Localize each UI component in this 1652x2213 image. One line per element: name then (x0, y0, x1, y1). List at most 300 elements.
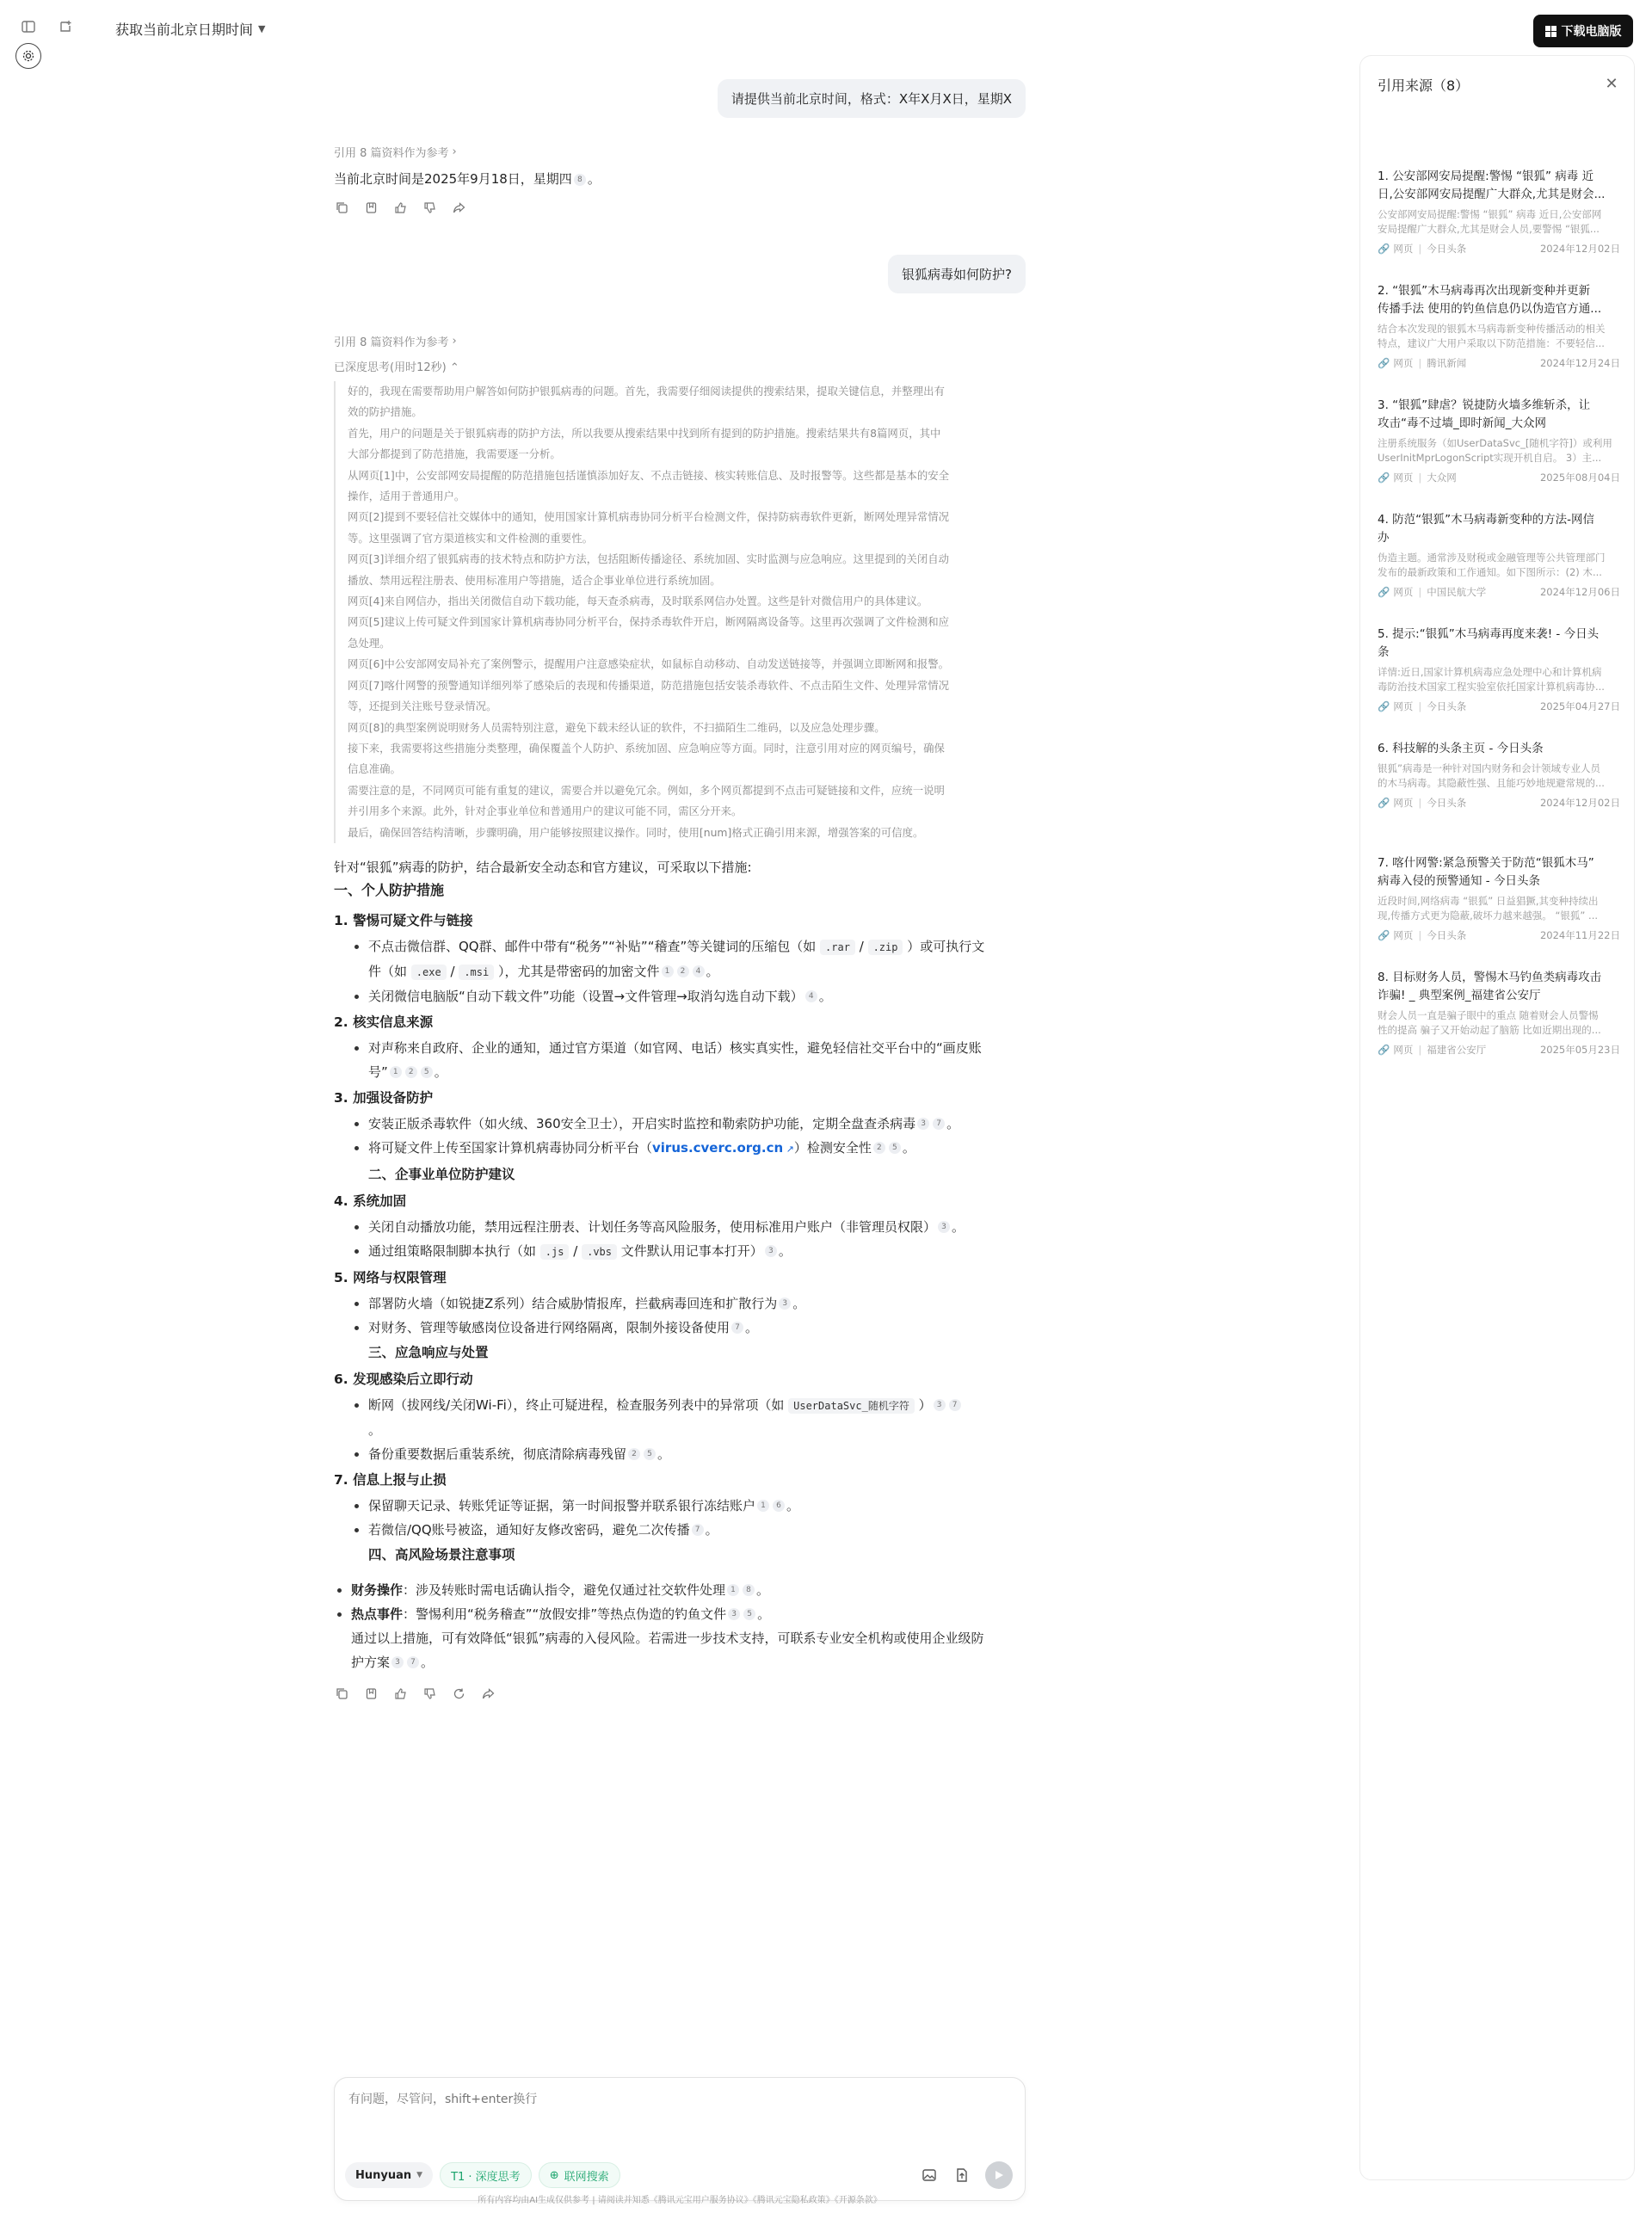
citation-group (725, 1582, 756, 1598)
thinking-line: 好的，我现在需要帮助用户解答如何防护银狐病毒的问题。首先，我需要仔细阅读提供的搜索结果，提取关键信息，并整理出有 (348, 385, 945, 398)
assistant-answer-1: 当前北京时间是2025年9月18日，星期四 8 。 (334, 171, 601, 187)
source-item[interactable] (1378, 740, 1620, 810)
source-meta (1378, 1043, 1620, 1057)
source-type: 网页 (1393, 929, 1414, 941)
section-heading: 一、个人防护措施 (334, 881, 445, 898)
model-selector[interactable] (345, 2162, 433, 2188)
image-upload-icon[interactable] (920, 2166, 939, 2185)
source-snippet (1378, 207, 1620, 237)
citation-group (390, 1655, 421, 1670)
bullet-item: 将可疑文件上传至国家计算机病毒协同分析平台（virus.cverc.org.cn ↗）检测安全性 2 5 。 (334, 1136, 1026, 1162)
copy-icon[interactable] (334, 200, 349, 215)
source-title (1378, 854, 1620, 891)
source-title-line: 传播手法 使用的钓鱼信息仍以伪造官方通... (1378, 302, 1602, 316)
citation[interactable]: 3 (938, 1221, 950, 1233)
text: / (573, 1242, 578, 1259)
sidebar-toggle-icon[interactable] (19, 17, 38, 36)
code-js: .js (540, 1244, 570, 1260)
source-item[interactable] (1378, 397, 1620, 484)
text: ） (918, 1396, 932, 1413)
sources-panel (1359, 55, 1635, 2180)
answer-1-text: 当前北京时间是2025年9月18日，星期四 (334, 171, 572, 187)
close-icon[interactable]: ✕ (1605, 74, 1618, 93)
bullet-item: 关闭微信电脑版“自动下载文件”功能（设置→文件管理→取消勾选自动下载） 4 。 (334, 984, 1026, 1008)
code-msi: .msi (459, 965, 494, 980)
source-title-line: 8. 目标财务人员，警惕木马钓鱼类病毒攻击 (1378, 971, 1602, 984)
citation-group (626, 1446, 657, 1462)
closing-text: 通过以上措施，可有效降低“银狐”病毒的入侵风险。若需进一步技术支持，可联系专业安全机构或使用企业级防 (351, 1630, 984, 1646)
text: 不点击微信群、QQ群、邮件中带有“税务”“补贴”“稽查”等关键词的压缩包（如 (368, 938, 817, 954)
thinking-content (334, 381, 1026, 843)
source-date: 2025年04月27日 (1539, 700, 1620, 712)
thinking-line: 网页[2]提到不要轻信社交媒体中的通知，使用国家计算机病毒协同分析平台检测文件，保持防病毒软件更新，断网处理异常情况 (348, 510, 950, 524)
source-title-line: 4. 防范“银狐”木马病毒新变种的方法-网信 (1378, 513, 1595, 527)
source-type: 网页 (1393, 797, 1414, 809)
text: ：警惕利用“税务稽查”“放假安排”等热点伪造的钓鱼文件 (403, 1606, 727, 1622)
citation[interactable]: 5 (644, 1448, 656, 1460)
citation[interactable]: 3 (765, 1245, 777, 1257)
section-heading: 四、高风险场景注意事项 (368, 1546, 515, 1563)
text: 安装正版杀毒软件（如火绒、360安全卫士），开启实时监控和勒索防护功能，定期全盘查杀病毒 (368, 1115, 916, 1131)
new-chat-icon[interactable] (57, 17, 76, 36)
deep-think-toggle[interactable] (440, 2162, 532, 2188)
bookmark-icon[interactable] (363, 1686, 379, 1702)
source-item[interactable] (1378, 282, 1620, 370)
source-title (1378, 511, 1620, 547)
citation[interactable]: 3 (934, 1399, 946, 1411)
thinking-line: 网页[5]建议上传可疑文件到国家计算机病毒协同分析平台，保持杀毒软件开启，断网隔离设备等。这里再次强调了文件检测和应 (348, 615, 950, 629)
text: 保留聊天记录、转账凭证等证据，第一时间报警并联系银行冻结账户 (368, 1497, 756, 1513)
code-zip: .zip (868, 940, 903, 955)
item-heading: 4. 系统加固 (334, 1193, 407, 1209)
source-site: 大众网 (1427, 472, 1457, 484)
citation-group (763, 1243, 779, 1259)
snippet-line: 现,传播方式更为隐蔽,破坏力越来越强。 “银狐” ... (1378, 909, 1599, 922)
answer-1-actions (334, 200, 1026, 215)
citation[interactable]: 5 (743, 1608, 755, 1620)
answer-2-actions (334, 1686, 1026, 1702)
source-site: 中国民航大学 (1427, 586, 1487, 598)
download-desktop-button[interactable] (1533, 15, 1633, 47)
text: 将可疑文件上传至国家计算机病毒协同分析平台（ (368, 1139, 653, 1156)
source-title-line: 5. 提示:“银狐”木马病毒再度来袭! - 今日头 (1378, 627, 1600, 641)
source-title-line: 7. 喀什网警:紧急预警关于防范“银狐木马” (1378, 856, 1594, 870)
bookmark-icon[interactable] (363, 200, 379, 215)
thinking-line: 网页[7]喀什网警的预警通知详细列举了感染后的表现和传播渠道，防范措施包括安装杀毒软件、不点击陌生文件、处理异常情况 (348, 678, 950, 692)
source-title-line: 3. “银狐”肆虐？锐捷防火墙多维斩杀，让 (1378, 398, 1591, 412)
text: 断网（拔网线/关闭Wi-Fi），终止可疑进程，检查服务列表中的异常项（如 (368, 1396, 785, 1413)
text: / (859, 938, 864, 954)
citation-group (777, 1296, 792, 1311)
item-heading: 2. 核实信息来源 (334, 1014, 434, 1030)
reference-label-2: 引用 8 篇资料作为参考 (334, 336, 449, 349)
citation[interactable]: 8 (574, 174, 586, 186)
citation-group (804, 989, 819, 1004)
source-title (1378, 969, 1620, 1005)
source-title (1378, 626, 1620, 662)
top-bar (0, 0, 1652, 60)
user-message-2 (334, 255, 1026, 293)
snippet-line: UserInitMprLogonScript实现开机自启。 3）主... (1378, 452, 1602, 464)
thinking-line: 效的防护措施。 (348, 405, 422, 419)
source-meta (1378, 471, 1620, 484)
citation[interactable]: 8 (743, 1584, 755, 1596)
source-date: 2024年12月02日 (1539, 243, 1620, 255)
link-icon: 🔗 (1378, 1044, 1390, 1056)
bullet-item: 关闭自动播放功能，禁用远程注册表、计划任务等高风险服务，使用标准用户账户（非管理员权限） 3 。 (334, 1215, 1026, 1239)
source-type: 网页 (1393, 357, 1414, 369)
citation-group (388, 1064, 435, 1080)
download-label: 下载电脑版 (1561, 25, 1622, 39)
source-date: 2024年11月22日 (1539, 929, 1620, 941)
share-icon[interactable] (480, 1686, 496, 1702)
source-site: 腾讯新闻 (1427, 357, 1467, 369)
text: 文件默认用记事本打开） (620, 1242, 763, 1259)
meta-divider: | (1418, 929, 1422, 941)
bullet-item: 对财务、管理等敏感岗位设备进行网络隔离，限制外接设备使用 7 。 (334, 1316, 1026, 1340)
snippet-line: 详情:近日,国家计算机病毒应急处理中心和计算机病 (1378, 666, 1602, 678)
text: 号” (368, 1063, 388, 1080)
source-type: 网页 (1393, 586, 1414, 598)
regenerate-icon[interactable] (451, 1686, 466, 1702)
source-title-line: 病毒入侵的预警通知 - 今日头条 (1378, 874, 1540, 888)
text: ）检测安全性 (793, 1139, 872, 1156)
send-icon (993, 2169, 1005, 2181)
bullet-list (334, 1215, 1026, 1264)
item-heading: 3. 加强设备防护 (334, 1089, 434, 1106)
file-upload-icon[interactable] (952, 2166, 971, 2185)
citation-group (726, 1606, 757, 1622)
text: 对声称来自政府、企业的通知，通过官方渠道（如官网、电话）核实真实性，避免轻信社交平台中的“画皮账 (368, 1039, 982, 1056)
source-item[interactable] (1378, 626, 1620, 713)
chat-input[interactable] (348, 2090, 1011, 2142)
user-bubble-2: 银狐病毒如何防护? (888, 255, 1026, 293)
web-search-toggle[interactable] (539, 2162, 620, 2188)
thinking-line: 等，还提到关注账号登录情况。 (348, 700, 497, 713)
thinking-line: 并引用多个来源。此外，针对企事业单位和普通用户的建议可能不同，需区分开来。 (348, 804, 743, 818)
meta-divider: | (1418, 472, 1422, 484)
bullet-item: 不点击微信群、QQ群、邮件中带有“税务”“补贴”“稽查”等关键词的压缩包（如 .rar / .zip ）或可执行文 件（如 .exe / .msi ），尤其是带密码的加密文件 1 2 4 。 (334, 934, 1026, 984)
citation[interactable]: 4 (693, 965, 705, 977)
source-meta (1378, 700, 1620, 713)
item-heading: 1. 警惕可疑文件与链接 (334, 912, 473, 928)
source-title-line: 日,公安部网安局提醒广大群众,尤其是财会... (1378, 188, 1606, 201)
source-meta (1378, 242, 1620, 256)
link-icon: 🔗 (1378, 357, 1390, 369)
source-type: 网页 (1393, 472, 1414, 484)
deep-think-label: T1 · 深度思考 (451, 2170, 521, 2184)
snippet-line: 性的提高 骗子又开始动起了脑筋 比如近期出现的... (1378, 1024, 1601, 1036)
bullet-item (334, 1393, 1026, 1442)
citation[interactable]: 2 (873, 1142, 885, 1154)
citation[interactable]: 1 (757, 1500, 769, 1512)
meta-divider: | (1418, 700, 1422, 712)
bullet-item: 保留聊天记录、转账凭证等证据，第一时间报警并联系银行冻结账户 1 6 。 (334, 1494, 1026, 1518)
citation[interactable]: 3 (779, 1298, 791, 1310)
citation[interactable]: 1 (390, 1066, 402, 1078)
citation-group (690, 1522, 706, 1538)
thumbs-down-icon[interactable] (422, 200, 437, 215)
bullet-list (334, 1112, 1026, 1162)
citation[interactable]: 5 (421, 1066, 433, 1078)
bullet-list (334, 1494, 1026, 1542)
thinking-line: 播放、禁用远程注册表、使用标准用户等措施，适合企事业单位进行系统加固。 (348, 573, 721, 587)
input-options (345, 2162, 620, 2188)
globe-icon: ⊕ (549, 2168, 559, 2182)
source-snippet (1378, 761, 1620, 791)
snippet-line: 银狐”病毒是一种针对国内财务和会计领域专业人员 (1378, 762, 1600, 774)
citation-group (915, 1116, 946, 1131)
snippet-line: 公安部网安局提醒:警惕 “银狐” 病毒 近日,公安部网 (1378, 208, 1602, 220)
thumbs-up-icon[interactable] (392, 1686, 408, 1702)
link-icon: 🔗 (1378, 472, 1390, 484)
chevron-down-icon: ▼ (416, 2171, 423, 2179)
thinking-line: 网页[8]的典型案例说明财务人员需特别注意，避免下载未经认证的软件，不扫描陌生二维码，以及应急处理步骤。 (348, 720, 885, 734)
source-site: 福建省公安厅 (1427, 1044, 1487, 1056)
bullet-item: 通过组策略限制脚本执行（如 .js / .vbs 文件默认用记事本打开） 3 。 (334, 1239, 1026, 1264)
link-icon: 🔗 (1378, 700, 1390, 712)
citation[interactable]: 1 (662, 965, 674, 977)
text: 若微信/QQ账号被盗，通知好友修改密码，避免二次传播 (368, 1521, 690, 1538)
text: 部署防火墙（如锐捷Z系列）结合威胁情报库，拦截病毒回连和扩散行为 (368, 1295, 778, 1311)
bullet-list (334, 1291, 1026, 1340)
meta-divider: | (1418, 797, 1422, 809)
source-site: 今日头条 (1427, 700, 1467, 712)
code-userdatasvc: UserDataSvc_随机字符 (788, 1398, 915, 1414)
citation[interactable]: 3 (391, 1656, 404, 1668)
citation[interactable]: 7 (731, 1322, 743, 1334)
citation[interactable]: 2 (628, 1448, 640, 1460)
citation[interactable]: 3 (728, 1608, 740, 1620)
bullet-list (334, 1036, 1026, 1084)
bold-label: 热点事件 (351, 1606, 404, 1622)
citation[interactable]: 5 (889, 1142, 901, 1154)
bold-label: 财务操作 (351, 1581, 404, 1598)
source-snippet (1378, 322, 1620, 351)
source-date: 2024年12月24日 (1539, 357, 1620, 369)
reference-toggle-1[interactable] (334, 144, 1026, 160)
source-site: 今日头条 (1427, 243, 1467, 255)
source-type: 网页 (1393, 243, 1414, 255)
bullet-list (334, 1393, 1026, 1466)
snippet-line: 的木马病毒。其隐蔽性强、且能巧妙地规避常规的... (1378, 777, 1605, 789)
sources-title: 引用来源（8） (1378, 77, 1470, 94)
snippet-line: 财会人员一直是骗子眼中的重点 随着财会人员警惕 (1378, 1009, 1599, 1021)
source-title-line: 条 (1378, 645, 1390, 659)
source-site: 今日头条 (1427, 929, 1467, 941)
model-label: Hunyuan (355, 2168, 412, 2182)
chevron-up-icon: ⌃ (449, 361, 459, 374)
source-title-line: 1. 公安部网安局提醒:警惕 “银狐” 病毒 近 (1378, 170, 1594, 183)
chat-thread (334, 60, 1026, 1702)
snippet-line: 近段时间,网络病毒 “银狐” 日益猖獗,其变种持续出 (1378, 895, 1599, 907)
snippet-line: 安局提醒广大群众,尤其是财会人员,要警惕 “银狐... (1378, 223, 1600, 235)
snippet-line: 特点，建议广大用户采取以下防范措施：不要轻信... (1378, 337, 1605, 349)
source-meta (1378, 585, 1620, 599)
citation[interactable]: 7 (407, 1656, 419, 1668)
source-date: 2025年08月04日 (1539, 472, 1620, 484)
source-snippet (1378, 551, 1620, 580)
source-item[interactable] (1378, 854, 1620, 942)
bullet-item: 安装正版杀毒软件（如火绒、360安全卫士），开启实时监控和勒索防护功能，定期全盘查杀病毒 3 7 。 (334, 1112, 1026, 1136)
thumbs-down-icon[interactable] (422, 1686, 437, 1702)
bullet-item: 若微信/QQ账号被盗，通知好友修改密码，避免二次传播 7 。 (334, 1518, 1026, 1542)
bullet-item: 备份重要数据后重装系统，彻底清除病毒残留 2 5 。 (334, 1442, 1026, 1466)
thinking-line: 需要注意的是，不同网页可能有重复的建议，需要合并以避免冗余。例如，多个网页都提到不点击可疑链接和文件，应统一说明 (348, 783, 945, 797)
external-link-icon: ↗ (783, 1143, 794, 1155)
citation[interactable]: 6 (773, 1500, 785, 1512)
section-heading: 二、企事业单位防护建议 (368, 1166, 515, 1182)
chat-input-box (334, 2077, 1026, 2201)
code-rar: .rar (820, 940, 855, 955)
chevron-right-icon: › (452, 335, 457, 348)
source-snippet (1378, 436, 1620, 465)
citation[interactable]: 2 (405, 1066, 417, 1078)
web-search-label: 联网搜索 (564, 2170, 609, 2184)
conversation-title-text: 获取当前北京日期时间 (115, 22, 254, 38)
source-type: 网页 (1393, 1044, 1414, 1056)
thinking-line: 操作，适用于普通用户。 (348, 490, 465, 503)
snippet-line: 毒防治技术国家工程实验室依托国家计算机病毒协... (1378, 681, 1605, 693)
citation-group (872, 1140, 903, 1156)
source-site: 今日头条 (1427, 797, 1467, 809)
deep-thinking-toggle[interactable] (334, 358, 1026, 374)
code-vbs: .vbs (582, 1244, 617, 1260)
source-type: 网页 (1393, 700, 1414, 712)
text: 对财务、管理等敏感岗位设备进行网络隔离，限制外接设备使用 (368, 1319, 730, 1335)
text: 件（如 (368, 963, 408, 979)
closing-text: 护方案 (351, 1654, 391, 1670)
thinking-line: 大部分都提到了防范措施，我需要逐一分析。 (348, 447, 561, 461)
thinking-line: 网页[4]来自网信办，指出关闭微信自动下载功能，每天查杀病毒，及时联系网信办处置。这些是针对微信用户的具体建议。 (348, 595, 928, 608)
user-bubble-1: 请提供当前北京时间，格式：X年X月X日，星期X (718, 79, 1026, 118)
citation[interactable]: 4 (805, 990, 817, 1002)
source-date: 2025年05月23日 (1539, 1044, 1620, 1056)
snippet-line: 注册系统服务（如UserDataSvc_[随机字符]）或利用 (1378, 437, 1612, 449)
disclaimer-footer: 所有内容均由AI生成仅供参考 | 请阅读并知悉《腾讯元宝用户服务协议》《腾讯元宝隐私政策》《开源条款》 (478, 2196, 882, 2205)
source-title (1378, 282, 1620, 318)
source-title-line: 攻击“毒不过墙_即时新闻_大众网 (1378, 416, 1546, 430)
bullet-item: 热点事件：警惕利用“税务稽查”“放假安排”等热点伪造的钓鱼文件 3 5 。 通过以上措施，可有效降低“银狐”病毒的入侵风险。若需进一步技术支持，可联系专业安全机构或使用企业级防 护方案 3 7 。 (334, 1602, 1026, 1674)
virus-platform-link[interactable]: virus.cverc.org.cn (652, 1139, 784, 1156)
source-item[interactable] (1378, 511, 1620, 599)
link-icon: 🔗 (1378, 929, 1390, 941)
thinking-line: 首先，用户的问题是关于银狐病毒的防护方法，所以我要从搜索结果中找到所有提到的防护措施。搜索结果共有8篇网页，其中 (348, 426, 941, 440)
section-heading: 三、应急响应与处置 (368, 1344, 489, 1360)
text: 备份重要数据后重装系统，彻底清除病毒残留 (368, 1446, 627, 1462)
source-title (1378, 168, 1620, 204)
thinking-line: 急处理。 (348, 636, 391, 650)
bullet-item: 部署防火墙（如锐捷Z系列）结合威胁情报库，拦截病毒回连和扩散行为 3 。 (334, 1291, 1026, 1316)
source-meta (1378, 796, 1620, 810)
citation[interactable]: 3 (917, 1118, 929, 1130)
reference-toggle-2[interactable] (334, 333, 1026, 349)
meta-divider: | (1418, 586, 1422, 598)
thinking-line: 从网页[1]中，公安部网安局提醒的防范措施包括谨慎添加好友、不点击链接、核实转账信息、及时报警等。这些都是基本的安全 (348, 468, 950, 482)
settings-gear-icon[interactable] (15, 43, 41, 69)
thinking-line: 等。这里强调了官方渠道核实和文件检测的重要性。 (348, 531, 593, 545)
bullet-item: 对声称来自政府、企业的通知，通过官方渠道（如官网、电话）核实真实性，避免轻信社交平台中的“画皮账 号” 1 2 5 。 (334, 1036, 1026, 1084)
link-icon: 🔗 (1378, 797, 1390, 809)
deep-thinking-label: 已深度思考(用时12秒) (334, 361, 447, 374)
thinking-line: 接下来，我需要将这些措施分类整理，确保覆盖个人防护、系统加固、应急响应等方面。同时，注意引用对应的网页编号，确保 (348, 741, 945, 755)
source-title-line: 6. 科技解的头条主页 - 今日头条 (1378, 742, 1544, 755)
source-title-line: 办 (1378, 531, 1390, 545)
text: ），尤其是带密码的加密文件 (498, 963, 660, 979)
snippet-line: 发布的最新政策和工作通知。如下图所示：(2) 木... (1378, 566, 1602, 578)
thumbs-up-icon[interactable] (392, 200, 408, 215)
item-heading: 7. 信息上报与止损 (334, 1471, 447, 1488)
source-title-line: 诈骗! _ 典型案例_福建省公安厅 (1378, 989, 1541, 1002)
bullet-item: 财务操作：涉及转账时需电话确认指令，避免仅通过社交软件处理 1 8 。 (334, 1578, 1026, 1602)
thinking-line: 网页[3]详细介绍了银狐病毒的技术特点和防护方法，包括阻断传播途径、系统加固、实时监测与应急响应。这里提到的关闭自动 (348, 552, 950, 566)
citation-group (755, 1498, 786, 1513)
citation-group (936, 1219, 952, 1235)
citation[interactable]: 7 (933, 1118, 945, 1130)
item-heading: 6. 发现感染后立即行动 (334, 1371, 473, 1387)
send-button[interactable] (985, 2161, 1013, 2189)
citation-group (660, 964, 706, 979)
source-snippet (1378, 665, 1620, 694)
link-icon: 🔗 (1378, 586, 1390, 598)
meta-divider: | (1418, 243, 1422, 255)
source-title (1378, 740, 1620, 758)
snippet-line: 结合本次发现的银狐木马病毒新变种传播活动的相关 (1378, 323, 1606, 335)
citation[interactable]: 7 (692, 1524, 704, 1536)
share-icon[interactable] (451, 200, 466, 215)
source-meta (1378, 928, 1620, 942)
meta-divider: | (1418, 1044, 1422, 1056)
thinking-line: 网页[6]中公安部网安局补充了案例警示，提醒用户注意感染症状，如鼠标自动移动、自动发送链接等，并强调立即断网和报警。 (348, 657, 950, 671)
source-snippet (1378, 894, 1620, 923)
source-date: 2024年12月06日 (1539, 586, 1620, 598)
text: 关闭微信电脑版“自动下载文件”功能（设置→文件管理→取消勾选自动下载） (368, 988, 804, 1004)
text: 。 (368, 1421, 382, 1438)
user-message-1 (334, 79, 1026, 118)
text: ）或可执行文 (907, 938, 985, 954)
citation[interactable]: 2 (677, 965, 689, 977)
source-item[interactable] (1378, 969, 1620, 1057)
chevron-down-icon: ▼ (258, 23, 266, 34)
source-date: 2024年12月02日 (1539, 797, 1620, 809)
snippet-line: 伪造主题。通常涉及财税或金融管理等公共管理部门 (1378, 552, 1606, 564)
answer-2-intro: 针对“银狐”病毒的防护，结合最新安全动态和官方建议，可采取以下措施: (334, 859, 752, 875)
bullet-list (334, 1578, 1026, 1674)
source-item[interactable] (1378, 168, 1620, 256)
citation[interactable]: 7 (949, 1399, 961, 1411)
source-title-line: 2. “银狐”木马病毒再次出现新变种并更新 (1378, 284, 1591, 298)
source-meta (1378, 356, 1620, 370)
code-exe: .exe (411, 965, 447, 980)
citation-group (932, 1397, 963, 1413)
copy-icon[interactable] (334, 1686, 349, 1702)
reference-label-1: 引用 8 篇资料作为参考 (334, 147, 449, 160)
citation-group (730, 1320, 745, 1335)
conversation-title[interactable] (115, 19, 265, 39)
windows-icon (1545, 26, 1556, 37)
thinking-line: 最后，确保回答结构清晰，步骤明确，用户能够按照建议操作。同时，使用[num]格式正确引用来源，增强答案的可信度。 (348, 825, 924, 839)
link-icon: 🔗 (1378, 243, 1390, 255)
chevron-right-icon: › (452, 145, 457, 158)
citation[interactable]: 1 (727, 1584, 739, 1596)
text: / (450, 963, 455, 979)
text: 通过组策略限制脚本执行（如 (368, 1242, 537, 1259)
text: 关闭自动播放功能，禁用远程注册表、计划任务等高风险服务，使用标准用户账户（非管理员权限） (368, 1218, 937, 1235)
text: ：涉及转账时需电话确认指令，避免仅通过社交软件处理 (403, 1581, 726, 1598)
thinking-line: 信息准确。 (348, 762, 401, 776)
meta-divider: | (1418, 357, 1422, 369)
source-title (1378, 397, 1620, 433)
